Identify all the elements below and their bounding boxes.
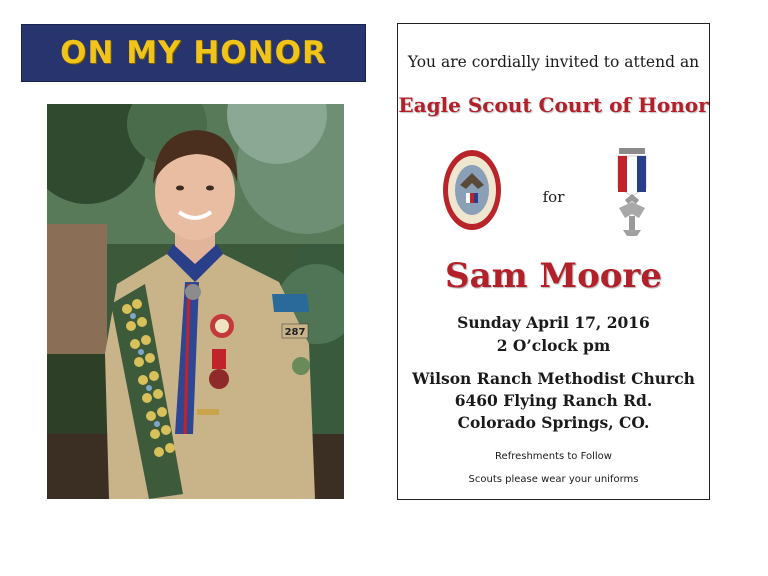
scout-photo <box>47 104 344 499</box>
venue-name: Wilson Ranch Methodist Church <box>412 369 695 388</box>
refreshments-note: Refreshments to Follow <box>495 451 612 462</box>
banner-title: ON MY HONOR <box>60 35 327 71</box>
invitation-intro: You are cordially invited to attend an <box>407 53 700 71</box>
event-date: Sunday April 17, 2016 <box>457 313 650 332</box>
eagle-medal-icon <box>613 146 651 238</box>
shoulder-number: 287 <box>284 327 306 338</box>
honoree-name: Sam Moore <box>445 256 662 296</box>
event-title: Eagle Scout Court of Honor <box>398 93 709 117</box>
invitation-card <box>397 23 710 500</box>
venue-city: Colorado Springs, CO. <box>457 413 650 432</box>
uniform-note: Scouts please wear your uniforms <box>468 474 639 485</box>
event-time: 2 O’clock pm <box>496 336 611 355</box>
title-banner <box>21 24 366 82</box>
for-label: for <box>542 188 565 206</box>
venue-street: 6460 Flying Ranch Rd. <box>454 391 653 410</box>
